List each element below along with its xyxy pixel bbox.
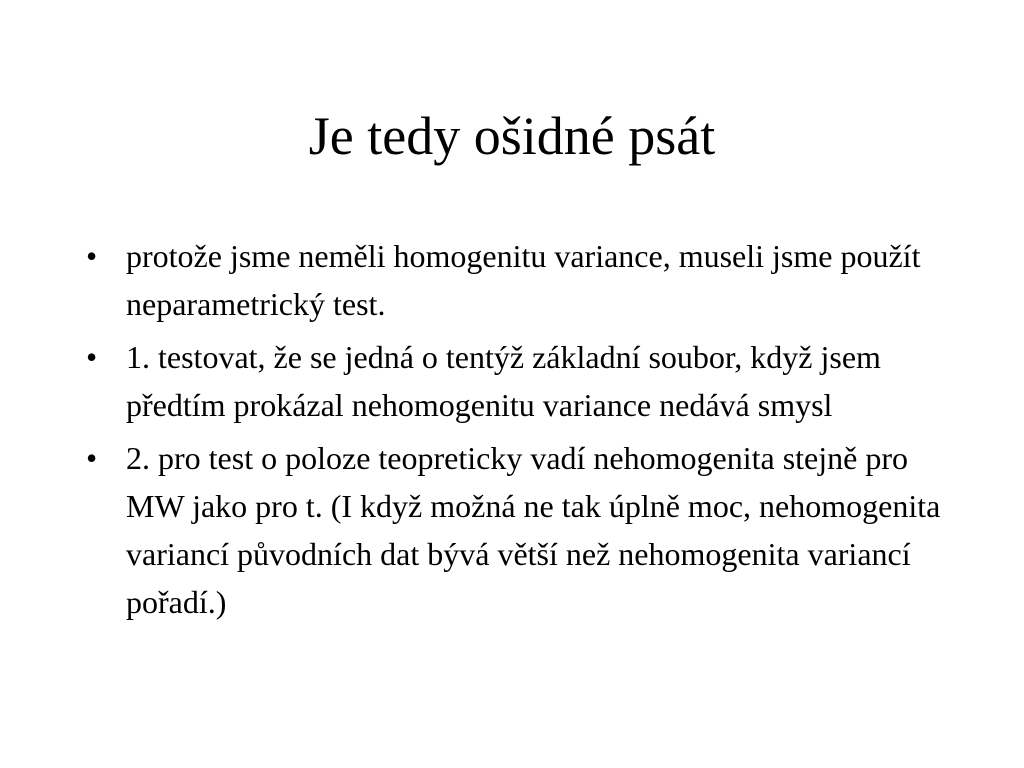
- bullet-text-1: protože jsme neměli homogenitu variance, museli jsme použít neparametrický test.: [126, 238, 921, 322]
- bullet-dot-icon: •: [86, 440, 98, 476]
- slide-title: Je tedy ošidné psát: [308, 106, 716, 166]
- bullet-list: [80, 232, 960, 631]
- bullet-text-2: 1. testovat, že se jedná o tentýž základní soubor, když jsem předtím prokázal nehomogenitu variance nedává smysl: [126, 339, 881, 423]
- bullet-dot-icon: •: [86, 238, 98, 274]
- bullet-item-2: [80, 333, 960, 429]
- bullet-item-1: [80, 232, 960, 328]
- bullet-dot-icon: •: [86, 339, 98, 375]
- bullet-item-3: [80, 434, 960, 626]
- bullet-text-3: 2. pro test o poloze teopreticky vadí nehomogenita stejně pro MW jako pro t. (I když možná ne tak úplně moc, nehomogenita variancí původních dat bývá větší než nehomogenita variancí pořadí.): [126, 440, 941, 620]
